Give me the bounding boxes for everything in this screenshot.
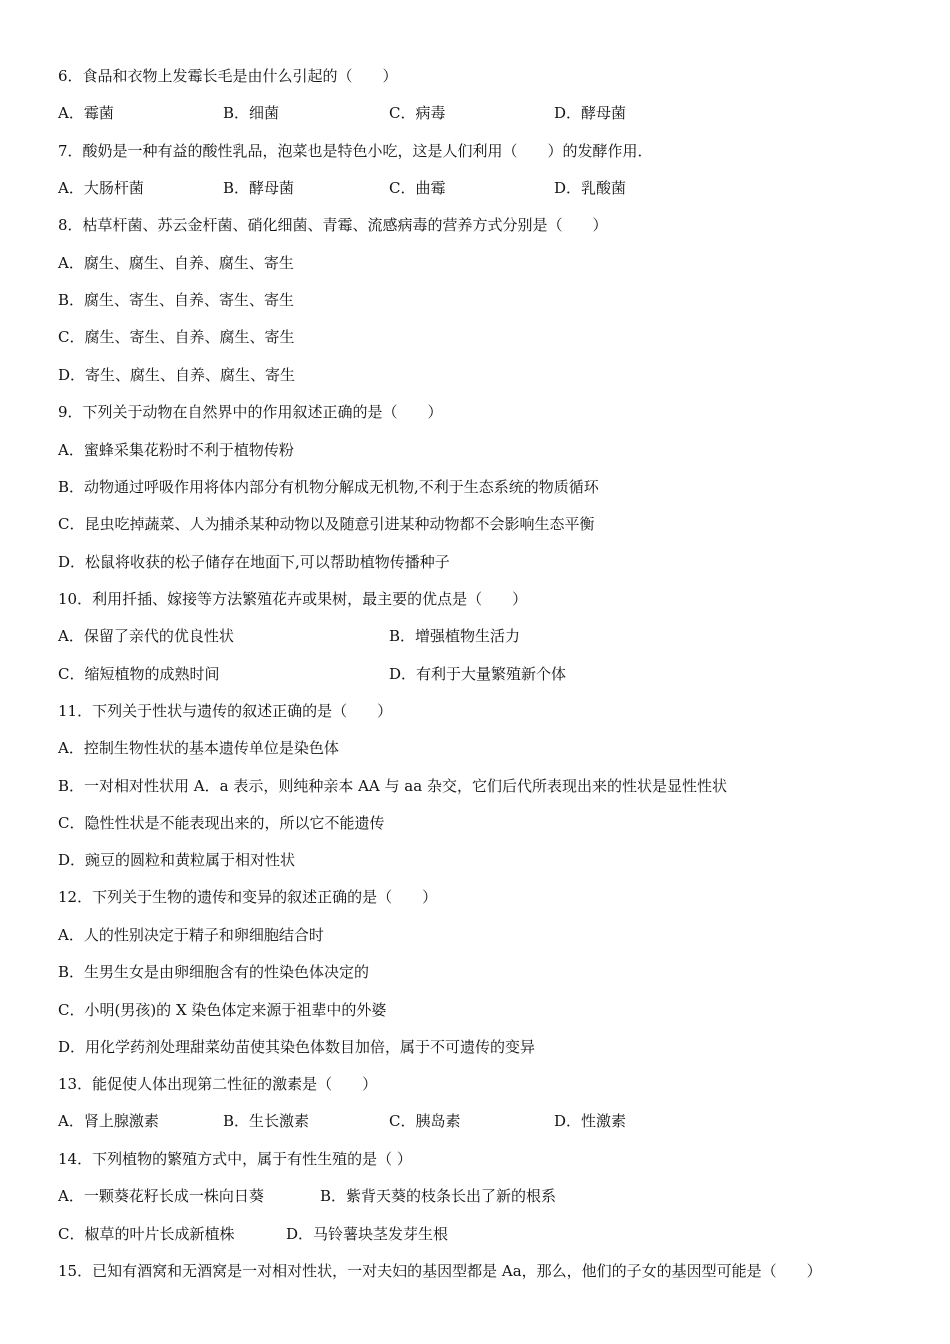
q13-option-d: D．性激素	[554, 1112, 627, 1130]
q8-option-a: A．腐生、腐生、自养、腐生、寄生	[58, 254, 294, 272]
q9-option-b: B．动物通过呼吸作用将体内部分有机物分解成无机物,不利于生态系统的物质循环	[58, 478, 599, 496]
q12-option-a: A．人的性别决定于精子和卵细胞结合时	[58, 926, 324, 944]
question-13-stem: 13．能促使人体出现第二性征的激素是（ ）	[58, 1075, 378, 1093]
q6-option-c: C．病毒	[389, 104, 446, 122]
question-7-stem: 7．酸奶是一种有益的酸性乳品，泡菜也是特色小吃，这是人们利用（ ）的发酵作用．	[58, 142, 653, 160]
q14-option-a: A．一颗葵花籽长成一株向日葵	[58, 1187, 264, 1205]
q13-option-c: C．胰岛素	[389, 1112, 461, 1130]
q11-option-d: D．豌豆的圆粒和黄粒属于相对性状	[58, 851, 296, 869]
question-15-stem: 15．已知有酒窝和无酒窝是一对相对性状，一对夫妇的基因型都是 Aa，那么，他们的子女的基因型可能是（ ）	[58, 1262, 822, 1280]
q6-option-d: D．酵母菌	[554, 104, 627, 122]
question-12-stem: 12．下列关于生物的遗传和变异的叙述正确的是（ ）	[58, 888, 438, 906]
q11-option-c: C．隐性性状是不能表现出来的，所以它不能遗传	[58, 814, 385, 832]
q11-option-b: B．一对相对性状用 A．a 表示，则纯种亲本 AA 与 aa 杂交，它们后代所表现出来的性状是显性性状	[58, 777, 727, 795]
question-6-stem: 6．食品和衣物上发霉长毛是由什么引起的（ ）	[58, 67, 398, 85]
q10-option-c: C．缩短植物的成熟时间	[58, 665, 220, 683]
q14-option-b: B．紫背天葵的枝条长出了新的根系	[320, 1187, 557, 1205]
q10-option-a: A．保留了亲代的优良性状	[58, 627, 234, 645]
question-10-stem: 10．利用扦插、嫁接等方法繁殖花卉或果树，最主要的优点是（ ）	[58, 590, 528, 608]
q9-option-a: A．蜜蜂采集花粉时不利于植物传粉	[58, 441, 294, 459]
q8-option-b: B．腐生、寄生、自养、寄生、寄生	[58, 291, 295, 309]
q6-option-b: B．细菌	[223, 104, 280, 122]
q12-option-d: D．用化学药剂处理甜菜幼苗使其染色体数目加倍，属于不可遗传的变异	[58, 1038, 536, 1056]
q14-option-c: C．椒草的叶片长成新植株	[58, 1225, 235, 1243]
q7-option-d: D．乳酸菌	[554, 179, 627, 197]
q10-option-b: B．增强植物生活力	[389, 627, 521, 645]
q8-option-c: C．腐生、寄生、自养、腐生、寄生	[58, 328, 295, 346]
question-14-stem: 14．下列植物的繁殖方式中，属于有性生殖的是（ ）	[58, 1150, 412, 1168]
q11-option-a: A．控制生物性状的基本遗传单位是染色体	[58, 739, 339, 757]
q10-option-d: D．有利于大量繁殖新个体	[389, 665, 567, 683]
q12-option-b: B．生男生女是由卵细胞含有的性染色体决定的	[58, 963, 370, 981]
q6-option-a: A．霉菌	[58, 104, 114, 122]
q7-option-c: C．曲霉	[389, 179, 446, 197]
q7-option-b: B．酵母菌	[223, 179, 295, 197]
q13-option-a: A．肾上腺激素	[58, 1112, 159, 1130]
question-9-stem: 9．下列关于动物在自然界中的作用叙述正确的是（ ）	[58, 403, 443, 421]
q7-option-a: A．大肠杆菌	[58, 179, 144, 197]
q14-option-d: D．马铃薯块茎发芽生根	[286, 1225, 449, 1243]
question-8-stem: 8．枯草杆菌、苏云金杆菌、硝化细菌、青霉、流感病毒的营养方式分别是（ ）	[58, 216, 608, 234]
q9-option-c: C．昆虫吃掉蔬菜、人为捕杀某种动物以及随意引进某种动物都不会影响生态平衡	[58, 515, 595, 533]
q13-option-b: B．生长激素	[223, 1112, 310, 1130]
question-11-stem: 11．下列关于性状与遗传的叙述正确的是（ ）	[58, 702, 393, 720]
q9-option-d: D．松鼠将收获的松子储存在地面下,可以帮助植物传播种子	[58, 553, 450, 571]
q8-option-d: D．寄生、腐生、自养、腐生、寄生	[58, 366, 296, 384]
q12-option-c: C．小明(男孩)的 X 染色体定来源于祖辈中的外婆	[58, 1001, 387, 1019]
